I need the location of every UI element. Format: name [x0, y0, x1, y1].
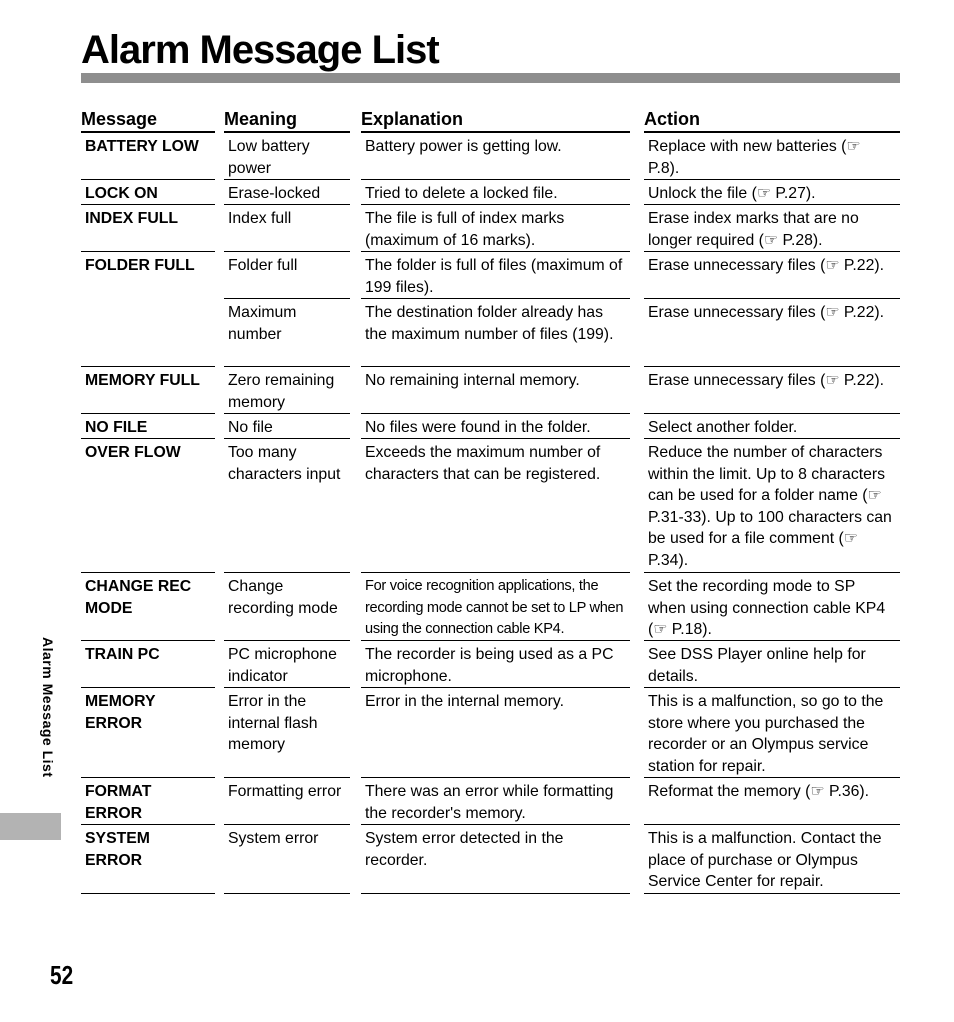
message-cell: NO FILE [81, 414, 215, 439]
table-header-row [81, 107, 900, 133]
meaning-cell: Low battery power [224, 133, 350, 180]
table-row [81, 252, 900, 299]
explanation-cell: There was an error while formatting the recorder's memory. [361, 778, 630, 825]
message-cell: TRAIN PC [81, 641, 215, 688]
explanation-cell: The folder is full of files (maximum of 199 files). [361, 252, 630, 299]
meaning-cell: Index full [224, 205, 350, 252]
header-message: Message [81, 107, 215, 133]
message-cell: FOLDER FULL [85, 257, 195, 274]
message-cell: OVER FLOW [81, 439, 215, 573]
table-row [81, 825, 900, 894]
action-cell: This is a malfunction. Contact the place of purchase or Olympus Service Center for repair. [644, 825, 900, 894]
page-number: 52 [50, 960, 74, 990]
explanation-cell: Tried to delete a locked file. [361, 180, 630, 205]
table-row [81, 414, 900, 439]
table-row [81, 778, 900, 825]
message-cell [81, 299, 215, 367]
explanation-cell: System error detected in the recorder. [361, 825, 630, 894]
message-cell: MEMORY ERROR [81, 688, 215, 778]
table-row [81, 205, 900, 252]
explanation-cell: The destination folder already has the maximum number of files (199). [361, 299, 630, 367]
message-cell: SYSTEM ERROR [81, 825, 215, 894]
message-cell: BATTERY LOW [81, 133, 215, 180]
meaning-cell: Formatting error [224, 778, 350, 825]
table-row [81, 299, 900, 367]
meaning-cell: Change recording mode [224, 573, 350, 641]
meaning-cell: Too many characters input [224, 439, 350, 573]
action-cell: Set the recording mode to SP when using connection cable KP4 (☞ P.18). [644, 573, 900, 641]
meaning-cell: System error [224, 825, 350, 894]
meaning-cell: PC microphone indicator [224, 641, 350, 688]
explanation-cell: No files were found in the folder. [361, 414, 630, 439]
table-row [81, 133, 900, 180]
action-cell: This is a malfunction, so go to the store where you purchased the recorder or an Olympus service station for repair. [644, 688, 900, 778]
explanation-cell: Error in the internal memory. [361, 688, 630, 778]
explanation-cell: The recorder is being used as a PC microphone. [361, 641, 630, 688]
meaning-cell: Error in the internal flash memory [224, 688, 350, 778]
meaning-cell: No file [224, 414, 350, 439]
table-row [81, 367, 900, 414]
meaning-cell: Erase-locked [224, 180, 350, 205]
action-cell: Erase unnecessary files (☞ P.22). [644, 367, 900, 414]
header-action: Action [644, 107, 900, 133]
action-cell: Select another folder. [644, 414, 900, 439]
message-cell: LOCK ON [81, 180, 215, 205]
title-underline-bar [81, 73, 900, 83]
message-cell: CHANGE REC MODE [81, 573, 215, 641]
action-cell: Unlock the file (☞ P.27). [644, 180, 900, 205]
header-explanation: Explanation [361, 107, 630, 133]
message-cell: FORMAT ERROR [81, 778, 215, 825]
meaning-cell: Maximum number [224, 299, 350, 367]
table-row [81, 180, 900, 205]
alarm-message-table [81, 107, 900, 894]
explanation-cell: Battery power is getting low. [361, 133, 630, 180]
explanation-cell: Exceeds the maximum number of characters that can be registered. [361, 439, 630, 573]
action-cell: Erase index marks that are no longer required (☞ P.28). [644, 205, 900, 252]
explanation-cell: For voice recognition applications, the recording mode cannot be set to LP when using the connection cable KP4. [361, 573, 630, 641]
action-cell: Reduce the number of characters within the limit. Up to 8 characters can be used for a folder name (☞ P.31-33). Up to 100 characters can be used for a file comment (☞ P.34). [644, 439, 900, 573]
header-meaning: Meaning [224, 107, 350, 133]
action-cell: Replace with new batteries (☞ P.8). [644, 133, 900, 180]
message-cell: MEMORY FULL [81, 367, 215, 414]
page-title: Alarm Message List [81, 28, 439, 72]
explanation-cell: The file is full of index marks (maximum of 16 marks). [361, 205, 630, 252]
action-cell: Erase unnecessary files (☞ P.22). [644, 299, 900, 367]
table-row [81, 439, 900, 573]
meaning-cell: Folder full [224, 252, 350, 299]
message-cell: INDEX FULL [81, 205, 215, 252]
explanation-cell: No remaining internal memory. [361, 367, 630, 414]
action-cell: Reformat the memory (☞ P.36). [644, 778, 900, 825]
table-row [81, 688, 900, 778]
side-thumb-tab [0, 813, 61, 840]
action-cell: See DSS Player online help for details. [644, 641, 900, 688]
table-row [81, 641, 900, 688]
side-section-label: Alarm Message List [40, 637, 56, 778]
table-row [81, 573, 900, 641]
action-cell: Erase unnecessary files (☞ P.22). [644, 252, 900, 299]
meaning-cell: Zero remaining memory [224, 367, 350, 414]
